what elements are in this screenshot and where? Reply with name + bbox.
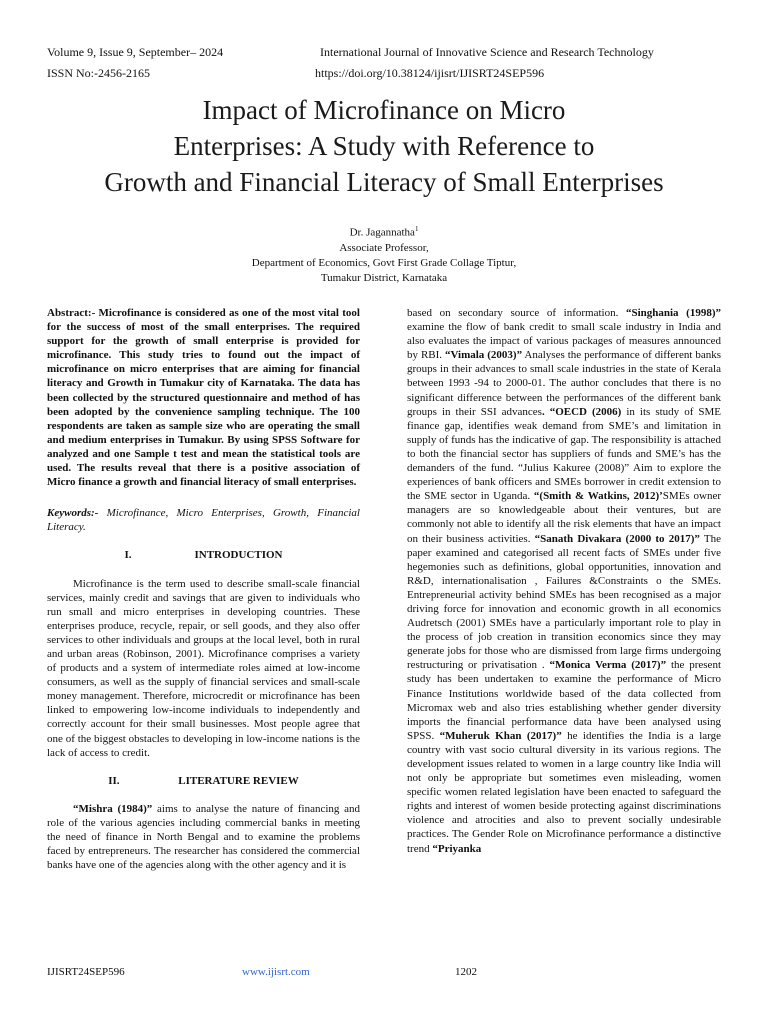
- citation: “Singhania (1998)”: [625, 307, 721, 319]
- citation: . “OECD (2006): [541, 405, 622, 418]
- header-journal: International Journal of Innovative Science and Research Technology: [320, 45, 654, 59]
- citation: “Mishra (1984)”: [73, 802, 153, 815]
- literature-paragraph: [47, 802, 360, 872]
- paper-title: [40, 92, 728, 200]
- citation: “Sanath Divakara (2000 to 2017)”: [534, 532, 700, 545]
- citation: “Vimala (2003)”: [444, 349, 523, 362]
- author-name-line: [0, 222, 768, 241]
- literature-text: in its study of SME finance gap, identifies weak demand from SME’s and limitation in supply of funds has the indicative of gap. The responsibility is attached to both the financial sector has suppliers of funds and SME’s has the demanders of the fund. “Julius Kakuree (2008)” Aim to explore the experiences of bank officers and SMEs borrower in credit extension to the SME sector in Uganda.: [407, 405, 721, 503]
- literature-text: Analyses the performance of different banks groups in their advances to small scale industries in the state of Kerala between 1993 -94 to 2000-01. The author concludes that there is no significant difference between the performances of the different bank groups in their SSI advances: [407, 349, 721, 418]
- literature-text: he identifies the India is a large country with vast socio cultural diversity in its various regions. The development issues related to women in a large country like India will not only be appropriate but sometimes even misleading, women specific women related legislation have been enacted to safeguard the rights and interest of women beside protecting against discriminations violence and atrocities and also to prevent socially undesirable practices. The Gender Role on Microfinance performance a distinctive trend: [407, 729, 721, 855]
- section-number: II.: [108, 774, 120, 787]
- footer-paper-id: IJISRT24SEP596: [47, 966, 125, 978]
- header-issn: ISSN No:-2456-2165: [47, 66, 151, 80]
- abstract: Abstract:- Microfinance is considered as one of the most vital tool for the success of most of the small enterprises. The required support for the growth of small enterprise is provided for microfinance. This study tries to found out the impact of microfinance on micro enterprises that are aiming for financial literacy and Growth in Tumakur city of Karnataka. The data has been collected by the structured questionnaire and method of has been adopted by the convenience sampling technique. The 100 respondents are taken as sample size who are operating the small and medium enterprises in Tumakur. By using SPSS Software for analyzed and one Sample t test and mean the statistical tools are used. The results reveal that there is a positive association of Micro finance a growth and financial literacy of small enterprises.: [47, 307, 360, 489]
- literature-text: SMEs owner managers are so knowledgeable about their ventures, but are commonly not able to identify all the risk elements that have an impact on their business activities.: [407, 490, 721, 545]
- section-title: LITERATURE REVIEW: [178, 774, 299, 787]
- citation: “(Smith & Watkins, 2012)’: [533, 490, 663, 503]
- footer-page-number: 1202: [455, 966, 477, 978]
- literature-text: The paper examined and categorised all recent facts of SMEs under five hegemonies such as definitions, global opportunities, innovation and R&D, internationalisation , Failures &Constraints o the SMEs. Entrepreneurial activity behind SMEs has been recognised as a major driving force for innovation and economic growth in all economics Audretsch (2001) SMEs have a particularly important role to play in the process of job creation in transition economics since they may generate jobs for those who are dismissed from large firms undergoing restructuring or privatisation .: [407, 532, 721, 672]
- citation: “Priyanka: [432, 842, 482, 855]
- literature-text: aims to analyse the nature of financing and role of the various agencies including commercial banks in meeting the need of finance in North Bengal and to examine the problems faced by entrepreneurs. The researcher has considered the commercial banks have one of the agencies along with the other agency and it is: [47, 802, 361, 872]
- right-column: [407, 306, 721, 856]
- header-doi[interactable]: https://doi.org/10.38124/ijisrt/IJISRT24SEP596: [315, 66, 545, 80]
- title-line: Enterprises: A Study with Reference to: [173, 131, 595, 161]
- literature-text: based on secondary source of information.: [407, 307, 626, 319]
- author-location: Tumakur District, Karnataka: [320, 271, 448, 284]
- author-affiliation-mark: 1: [414, 225, 419, 233]
- literature-text: the present study has been undertaken to examine the performance of Micro Finance Institutions worldwide based of the data collected from Micromax web and also tries establishing whether gender diversity imports the financial performance data have been analysed using SPSS.: [407, 659, 721, 742]
- title-line: Impact of Microfinance on Micro: [202, 95, 566, 125]
- keywords-text: Microfinance, Micro Enterprises, Growth, Financial Literacy.: [47, 507, 360, 534]
- author-name: Dr. Jagannatha: [349, 226, 415, 239]
- title-line: Growth and Financial Literacy of Small Enterprises: [104, 167, 664, 197]
- author-department: Department of Economics, Govt First Grade Collage Tiptur,: [251, 256, 517, 269]
- citation: “Monica Verma (2017)”: [549, 659, 667, 672]
- literature-text: examine the flow of bank credit to small scale industry in India and also evaluates the impact of various packages of measures announced by RBI.: [407, 321, 721, 362]
- header-volume: Volume 9, Issue 9, September– 2024: [47, 45, 224, 59]
- section-number: I.: [124, 549, 132, 562]
- section-title: INTRODUCTION: [194, 549, 283, 562]
- author-position: Associate Professor,: [339, 241, 429, 254]
- literature-continued-paragraph: [407, 306, 721, 856]
- introduction-paragraph: Microfinance is the term used to describe small-scale financial services, mainly credit and savings that are given to individuals who run small and micro enterprises in developing countries. These enterprises produce, recycle, repair, or sell goods, and they also offer services to other individuals and groups at the local level, both in rural and urban areas (Robinson, 2001). Microfinance comprises a variety of products and a system of intermediate roles aimed at low-income consumers, as well as the supply of financial services and small-scale money management. Therefore, microcredit or microfinance has been linked to empowering low-income individuals to independently and correctly account for their small businesses. Most people agree that one of the biggest obstacles to developing in low-income nations is the lack of access to credit.: [47, 577, 360, 759]
- author-block: [0, 222, 768, 286]
- keywords: [47, 506, 360, 534]
- footer-website-link[interactable]: www.ijisrt.com: [242, 966, 310, 978]
- citation: “Muheruk Khan (2017)”: [439, 729, 562, 742]
- left-column: [47, 306, 360, 872]
- keywords-label: Keywords:-: [47, 507, 99, 520]
- section-heading-introduction: [47, 548, 360, 562]
- section-heading-literature-review: [47, 774, 360, 788]
